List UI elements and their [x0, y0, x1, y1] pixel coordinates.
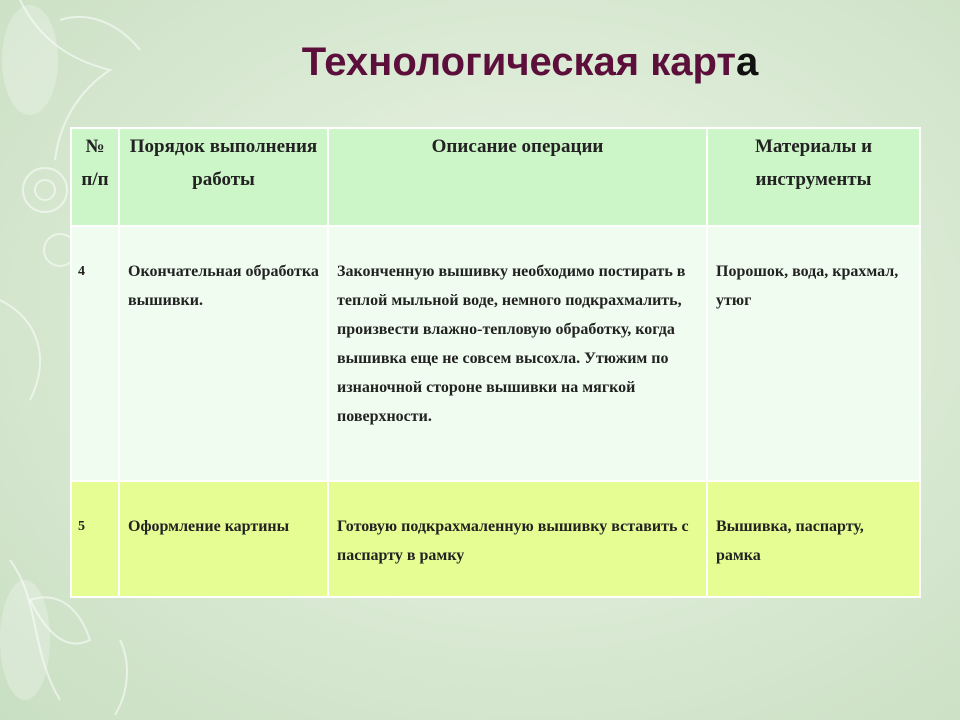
ornament-petal-bottom	[0, 580, 50, 700]
row-materials: Вышивка, паспарту, рамка	[708, 482, 921, 598]
header-operation-description: Описание операции	[329, 127, 708, 227]
row-description: Законченную вышивку необходимо постирать в теплой мыльной воде, немного подкрахмалить, произвести влажно-тепловую обработку, когда вышивка еще не совсем высохла. Утюжим по изнаночной стороне вышивки на мягкой поверхности.	[329, 227, 708, 482]
ornament-flower-1-center	[35, 180, 55, 200]
row-description: Готовую подкрахмаленную вышивку вставить с паспарту в рамку	[329, 482, 708, 598]
page-title	[0, 40, 960, 85]
row-step: Окончательная обработка вышивки.	[120, 227, 329, 482]
table-row	[70, 482, 921, 598]
title-last-letter: а	[736, 40, 759, 84]
ornament-flower-1	[23, 168, 67, 212]
ornament-leaf-bottom	[30, 597, 90, 643]
row-number: 4	[70, 227, 120, 482]
table-header-row	[70, 127, 921, 227]
row-materials: Порошок, вода, крахмал, утюг	[708, 227, 921, 482]
row-number: 5	[70, 482, 120, 598]
technology-card-table	[70, 127, 921, 598]
header-materials-tools: Материалы и инструменты	[708, 127, 921, 227]
table-row	[70, 227, 921, 482]
header-number: № п/п	[70, 127, 120, 227]
ornament-curl-bottom	[115, 640, 127, 715]
row-step: Оформление картины	[120, 482, 329, 598]
ornament-vine-mid	[0, 300, 40, 400]
ornament-vine-bottom	[10, 560, 60, 700]
header-step-order: Порядок выполнения работы	[120, 127, 329, 227]
title-main: Технологическая карт	[301, 40, 736, 84]
